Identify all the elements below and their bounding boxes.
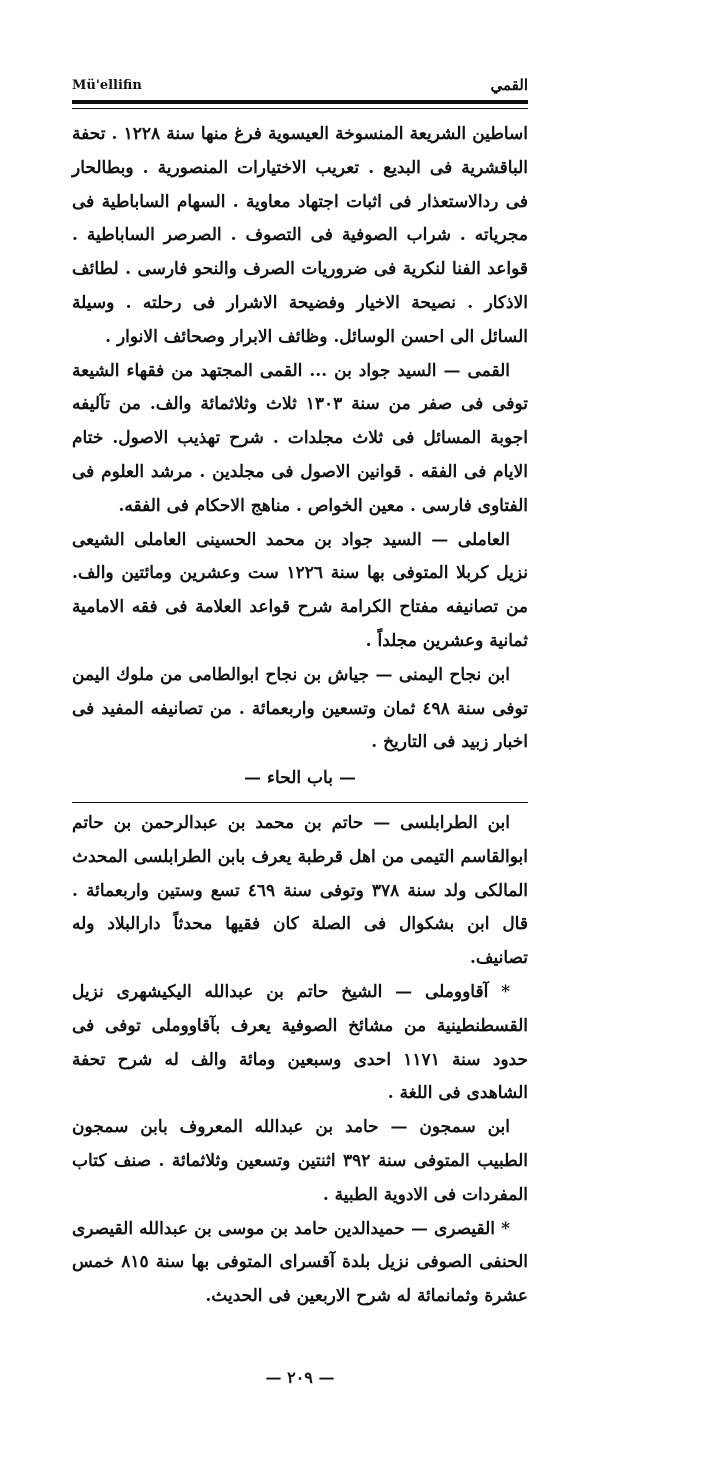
entry-ibn-samjun: ابن سمجون — حامد بن عبدالله المعروف بابن سمجون الطبيب المتوفى سنة ٣٩٢ اثنتين وتسعين وثلاثمائة . صنف كتاب المفردات فى الادوية الطبية . [72,1117,528,1205]
running-head-right: القمي [490,76,528,94]
running-head [72,74,528,100]
entry-ibn-tarabulusi: ابن الطرابلسى — حاتم بن محمد بن عبدالرحمن بن حاتم ابوالقاسم التيمى من اهل قرطبة يعرف بابن الطرابلسى المحدث المالكى ولد سنة ٣٧٨ وتوفى سنة ٤٦٩ تسع وستين واربعمائة . قال ابن بشكوال فى الصلة كان فقيها محدثاً دارالبلاد وله تصانيف. [72,812,529,969]
entry-qummi: القمى — السيد جواد بن ... القمى المجتهد من فقهاء الشيعة توفى فى صفر من سنة ١٣٠٣ ثلاث وثلاثمائة والف. من تآليفه اجوبة المسائل فى ثلاث مجلدات . شرح تهذيب الاصول. ختام الايام فى الفقه . قوانين الاصول فى مجلدين . مرشد العلوم فى الفتاوى فارسى . معين الخواص . مناهج الاحكام فى الفقه. [72,360,528,516]
body-text [72,118,528,1314]
entry-ibn-najah: ابن نجاح اليمنى — جياش بن نجاح ابوالطامى من ملوك اليمن توفى سنة ٤٩٨ ثمان وتسعين واربعمائة . من تصانيفه المفيد فى اخبار زبيد فى التاريخ . [72,664,528,753]
header-rule-thin [72,108,528,109]
section-title: — باب الحاء — [244,768,356,789]
section-rule [72,802,528,803]
entry-qaysari: * القيصرى — حميدالدين حامد بن موسى بن عبدالله القيصرى الحنفى الصوفى نزيل بلدة آقسراى المتوفى بها سنة ٨١٥ خمس عشرة وثمانمائة له شرح الاربعين فى الحديث. [72,1218,528,1307]
header-rule-thick [72,100,528,104]
entry-aqawumli: * آقاووملى — الشيخ حاتم بن عبدالله اليكيشهرى نزيل القسطنطينية من مشائخ الصوفية يعرف بآقاووملى توفى فى حدود سنة ١١٧١ احدى وسبعين ومائة والف له شرح تحفة الشاهدى فى اللغة . [72,981,528,1104]
entry-amili: العاملى — السيد جواد بن محمد الحسينى العاملى الشيعى نزيل كربلا المتوفى بها سنة ١٢٢٦ ست وعشرين ومائتين والف. من تصانيفه مفتاح الكرامة شرح قواعد العلامة فى فقه الامامية ثمانية وعشرين مجلداً . [72,529,528,651]
paragraph-continuation: اساطين الشريعة المنسوخة العيسوية فرغ منها سنة ١٢٢٨ . تحفة الباقشرية فى البديع . تعريب الاختيارات المنصورية . وبطالحار فى ردالاستعذار فى اثبات اجتهاد معاوية . السهام الساباطية فى مجرياته . شراب الصوفية فى التصوف . الصرصر الساباطية . قواعد الفنا لنكرية فى ضروريات الصرف والنحو فارسى . لطائف الاذكار . نصيحة الاخيار وفضيحة الاشرار فى رحلته . وسيلة السائل الى احسن الوسائل. وظائف الابرار وصحائف الانوار . [72,124,528,347]
running-head-left: Mü'ellifin [72,78,142,93]
page-number: — ٢٠٩ — [265,1368,335,1387]
